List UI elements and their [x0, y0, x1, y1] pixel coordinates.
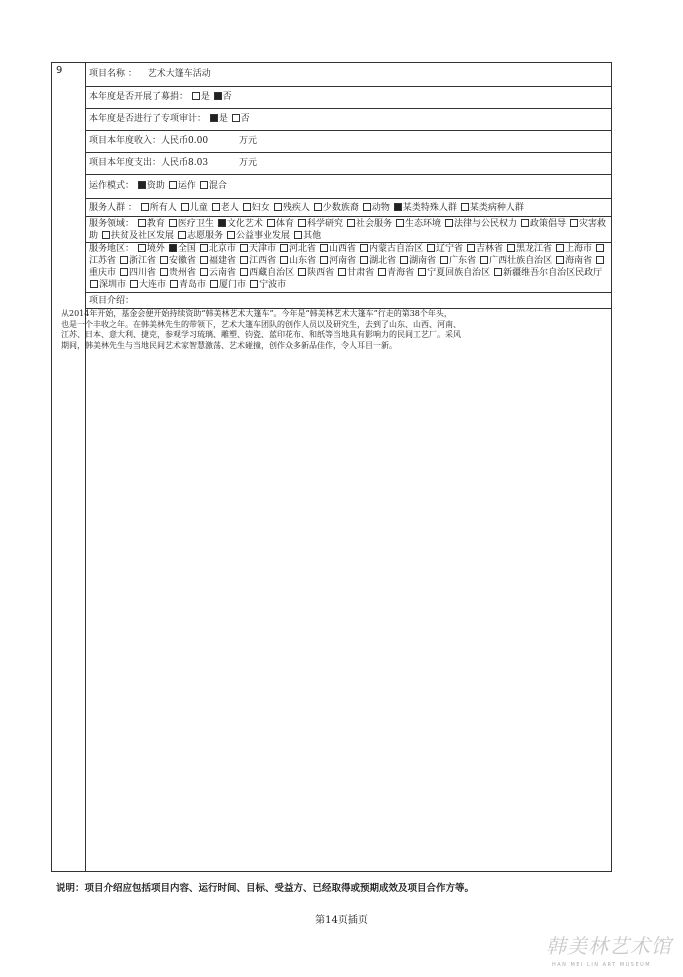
service-field-checkbox[interactable] — [267, 219, 275, 227]
service-region-option-label: 湖北省 — [369, 256, 397, 266]
service-region-checkbox[interactable] — [507, 244, 515, 252]
operation-mode-option-label: 运作 — [177, 181, 196, 191]
audit-label: 本年度是否进行了专项审计： — [89, 114, 207, 124]
service-population-checkbox[interactable] — [212, 203, 220, 211]
service-region-checkbox[interactable] — [596, 256, 604, 264]
service-population-checkbox[interactable] — [181, 203, 189, 211]
service-region-option[interactable] — [159, 268, 196, 278]
service-region-option[interactable] — [337, 268, 374, 278]
service-population-option-label: 某类病种人群 — [469, 203, 524, 213]
service-region-checkbox[interactable] — [556, 244, 564, 252]
service-field-option-label: 志愿服务 — [187, 231, 224, 241]
service-field-option-label: 法律与公民权力 — [454, 219, 518, 229]
service-region-checkbox[interactable] — [130, 280, 138, 288]
footer-note: 说明：项目介绍应包括项目内容、运行时间、目标、受益方、已经取得或预期成效及项目合作方等。 — [56, 883, 475, 894]
service-region-option[interactable] — [359, 256, 396, 266]
service-region-checkbox[interactable] — [120, 268, 128, 276]
service-region-checkbox[interactable] — [360, 244, 368, 252]
service-field-option[interactable] — [293, 231, 321, 241]
service-population-checkbox[interactable] — [394, 203, 402, 211]
service-region-checkbox[interactable] — [280, 256, 288, 264]
service-region-checkbox[interactable] — [200, 256, 208, 264]
project-name-row — [86, 63, 611, 87]
audit-no-checkbox[interactable] — [232, 114, 240, 122]
service-region-option-label: 辽宁省 — [436, 244, 464, 254]
audit-row — [86, 109, 611, 131]
service-region-option-label: 宁波市 — [259, 280, 287, 290]
service-region-option-label: 青岛市 — [179, 280, 207, 290]
service-region-option-label: 海南省 — [565, 256, 593, 266]
service-field-option[interactable] — [297, 219, 343, 229]
service-region-option-label: 内蒙古自治区 — [368, 244, 423, 254]
service-region-checkbox[interactable] — [320, 256, 328, 264]
service-region-checkbox[interactable] — [200, 268, 208, 276]
service-region-checkbox[interactable] — [480, 256, 488, 264]
page-number: 第14页插页 — [315, 915, 368, 926]
fundraising-yes-checkbox[interactable] — [192, 92, 200, 100]
service-field-option-label: 教育 — [146, 219, 165, 229]
service-region-checkbox[interactable] — [169, 244, 177, 252]
income-amount: 0.00 — [188, 136, 209, 146]
service-population-option-label: 所有人 — [149, 203, 177, 213]
service-region-option[interactable] — [169, 280, 206, 290]
operation-mode-options — [137, 181, 230, 191]
service-region-checkbox[interactable] — [250, 280, 258, 288]
expense-unit: 万元 — [238, 158, 257, 168]
operation-mode-checkbox[interactable] — [169, 181, 177, 189]
project-name-label: 项目名称 ： — [89, 69, 137, 79]
service-region-option[interactable] — [493, 268, 602, 278]
service-region-option-label: 河南省 — [329, 256, 357, 266]
service-population-checkbox[interactable] — [274, 203, 282, 211]
service-region-option-label: 吉林省 — [476, 244, 504, 254]
service-field-option-label: 政策倡导 — [530, 219, 567, 229]
service-population-option[interactable] — [273, 203, 310, 213]
service-region-option-label: 境外 — [146, 244, 165, 254]
expense-amount: 8.03 — [188, 158, 209, 168]
service-region-option-label: 重庆市 — [89, 268, 117, 278]
operation-mode-option-label: 资助 — [146, 181, 165, 191]
service-region-checkbox[interactable] — [160, 256, 168, 264]
service-population-checkbox[interactable] — [363, 203, 371, 211]
service-region-option[interactable] — [479, 256, 552, 266]
service-region-checkbox[interactable] — [440, 256, 448, 264]
service-region-option-label: 广西壮族自治区 — [489, 256, 553, 266]
service-region-option-label: 湖南省 — [409, 256, 437, 266]
audit-yes-checkbox[interactable] — [210, 114, 218, 122]
service-region-option-label: 厦门市 — [219, 280, 247, 290]
service-field-checkbox[interactable] — [169, 219, 177, 227]
service-region-option[interactable] — [279, 256, 316, 266]
operation-mode-label: 运作模式： — [89, 181, 135, 191]
service-population-checkbox[interactable] — [461, 203, 469, 211]
service-field-row — [86, 217, 611, 243]
service-region-checkbox[interactable] — [494, 268, 502, 276]
row-number-cell — [52, 63, 86, 871]
intro-label-row — [86, 293, 611, 309]
service-region-option[interactable] — [239, 244, 276, 254]
audit-yes-label: 是 — [218, 114, 228, 124]
service-region-option-label: 河北省 — [288, 244, 316, 254]
service-region-option[interactable] — [159, 256, 196, 266]
museum-watermark — [536, 930, 676, 975]
service-region-checkbox[interactable] — [467, 244, 475, 252]
service-region-option-label: 福建省 — [209, 256, 237, 266]
service-region-option-label: 西藏自治区 — [249, 268, 295, 278]
service-region-checkbox[interactable] — [378, 268, 386, 276]
service-field-options — [89, 219, 606, 241]
service-field-option[interactable] — [101, 231, 174, 241]
service-region-option-label: 陕西省 — [307, 268, 335, 278]
service-field-checkbox[interactable] — [218, 219, 226, 227]
service-region-option[interactable] — [279, 244, 316, 254]
operation-mode-option[interactable] — [137, 181, 165, 191]
service-region-option[interactable] — [377, 268, 414, 278]
service-region-option[interactable] — [319, 244, 356, 254]
service-region-checkbox[interactable] — [170, 280, 178, 288]
operation-mode-checkbox[interactable] — [200, 181, 208, 189]
watermark-subtitle: HAN MEI LIN ART MUSEUM — [552, 962, 652, 968]
service-population-checkbox[interactable] — [243, 203, 251, 211]
service-field-option[interactable] — [217, 219, 263, 229]
service-region-option[interactable] — [359, 244, 423, 254]
service-region-option-label: 新疆维吾尔自治区民政厅 — [503, 268, 603, 278]
service-region-option-label: 四川省 — [129, 268, 157, 278]
service-region-option[interactable] — [168, 244, 196, 254]
service-field-checkbox[interactable] — [138, 219, 146, 227]
service-region-option-label: 云南省 — [209, 268, 237, 278]
service-field-checkbox[interactable] — [102, 231, 110, 239]
service-field-option[interactable] — [137, 219, 165, 229]
service-region-checkbox[interactable] — [240, 244, 248, 252]
service-population-option-label: 儿童 — [189, 203, 208, 213]
fundraising-no-checkbox[interactable] — [214, 92, 222, 100]
service-field-option-label: 体育 — [275, 219, 294, 229]
expense-label: 项目本年度支出：人民币 — [89, 158, 189, 168]
service-field-checkbox[interactable] — [396, 219, 404, 227]
service-region-option[interactable] — [129, 280, 166, 290]
service-field-option[interactable] — [266, 219, 294, 229]
service-region-option-label: 江苏省 — [89, 256, 117, 266]
service-region-option-label: 安徽省 — [169, 256, 197, 266]
service-population-option[interactable] — [393, 203, 457, 213]
service-region-option[interactable] — [555, 256, 592, 266]
service-population-option-label: 残疾人 — [282, 203, 310, 213]
service-region-option-label: 大连市 — [139, 280, 167, 290]
service-population-option[interactable] — [242, 203, 270, 213]
service-population-row — [86, 199, 611, 217]
watermark-logo-text: 韩美林艺术馆 — [546, 934, 672, 958]
service-region-checkbox[interactable] — [400, 256, 408, 264]
operation-mode-option-label: 混合 — [208, 181, 227, 191]
service-field-option[interactable] — [520, 219, 566, 229]
service-region-checkbox[interactable] — [210, 280, 218, 288]
service-field-checkbox[interactable] — [294, 231, 302, 239]
operation-mode-row — [86, 175, 611, 199]
operation-mode-option[interactable] — [199, 181, 227, 191]
service-region-option-label: 天津市 — [248, 244, 276, 254]
intro-line: 期间，韩美林先生与当地民间艺术家智慧激荡、艺术碰撞，创作众多新品佳作，令人耳目一新。 — [61, 340, 397, 350]
intro-line: 也是一个丰收之年。在韩美林先生的带领下，艺术大篷车团队的创作人员以及研究生，去到了山东、山西、河南、 — [61, 319, 461, 329]
service-region-option-label: 宁夏回族自治区 — [427, 268, 491, 278]
service-region-option[interactable] — [89, 280, 126, 290]
service-population-option-label: 少数族裔 — [322, 203, 359, 213]
service-population-option[interactable] — [140, 203, 177, 213]
operation-mode-option[interactable] — [168, 181, 196, 191]
service-region-checkbox[interactable] — [427, 244, 435, 252]
service-region-checkbox[interactable] — [556, 256, 564, 264]
service-field-option[interactable] — [346, 219, 392, 229]
service-region-option[interactable] — [239, 268, 294, 278]
service-region-option-label: 山东省 — [289, 256, 317, 266]
service-region-checkbox[interactable] — [418, 268, 426, 276]
service-region-option[interactable] — [297, 268, 334, 278]
service-region-checkbox[interactable] — [138, 244, 146, 252]
row-number: 9 — [56, 65, 63, 76]
service-field-option-label: 其他 — [303, 231, 322, 241]
service-field-option[interactable] — [177, 231, 223, 241]
service-region-option[interactable] — [137, 244, 165, 254]
service-population-label: 服务人群 ： — [89, 203, 137, 213]
service-population-option[interactable] — [362, 203, 390, 213]
service-region-option[interactable] — [199, 256, 236, 266]
service-region-option[interactable] — [555, 244, 592, 254]
service-region-checkbox[interactable] — [120, 256, 128, 264]
service-region-option[interactable] — [199, 244, 236, 254]
service-region-checkbox[interactable] — [240, 268, 248, 276]
service-region-option-label: 青海省 — [387, 268, 415, 278]
intro-label: 项目介绍： — [89, 296, 135, 306]
service-field-checkbox[interactable] — [298, 219, 306, 227]
service-field-option-label: 文化艺术 — [226, 219, 263, 229]
service-region-option-label: 黑龙江省 — [516, 244, 553, 254]
service-region-option[interactable] — [426, 244, 463, 254]
service-population-option-label: 动物 — [371, 203, 390, 213]
service-region-option[interactable] — [399, 256, 436, 266]
service-field-option[interactable] — [226, 231, 290, 241]
service-region-checkbox[interactable] — [320, 244, 328, 252]
service-region-checkbox[interactable] — [200, 244, 208, 252]
service-field-option-label: 公益事业发展 — [236, 231, 291, 241]
operation-mode-checkbox[interactable] — [138, 181, 146, 189]
fundraising-label: 本年度是否开展了募捐： — [89, 92, 189, 102]
service-region-checkbox[interactable] — [90, 280, 98, 288]
service-region-label: 服务地区： — [89, 244, 135, 254]
income-unit: 万元 — [238, 136, 257, 146]
service-field-option[interactable] — [395, 219, 441, 229]
service-population-option-label: 妇女 — [251, 203, 270, 213]
service-population-option-label: 某类特殊人群 — [402, 203, 457, 213]
service-population-option[interactable] — [211, 203, 239, 213]
audit-no-label: 否 — [240, 114, 250, 124]
service-field-checkbox[interactable] — [347, 219, 355, 227]
service-field-option-label: 医疗卫生 — [177, 219, 214, 229]
intro-line: 江苏、日本、意大利、捷克，参观学习琉璃、雕塑、钧瓷、蓝印花布、和纸等当地具有影响力的民间工艺厂。采风 — [61, 330, 461, 339]
fundraising-row — [86, 87, 611, 109]
service-region-checkbox[interactable] — [160, 268, 168, 276]
expense-row — [86, 153, 611, 175]
service-region-checkbox[interactable] — [280, 244, 288, 252]
service-region-options — [89, 244, 605, 290]
service-region-option-label: 深圳市 — [99, 280, 127, 290]
service-region-option[interactable] — [119, 256, 156, 266]
service-region-option[interactable] — [199, 268, 236, 278]
service-region-option-label: 甘肃省 — [347, 268, 375, 278]
intro-line: 从2014年开始，基金会便开始持续资助“韩美林艺术大篷车”。今年是“韩美林艺术大篷车”行走的第38个年头， — [61, 309, 452, 318]
service-population-option-label: 老人 — [220, 203, 239, 213]
service-population-checkbox[interactable] — [141, 203, 149, 211]
service-region-option[interactable] — [439, 256, 476, 266]
service-population-option[interactable] — [313, 203, 359, 213]
service-population-checkbox[interactable] — [314, 203, 322, 211]
service-field-checkbox[interactable] — [227, 231, 235, 239]
service-region-option[interactable] — [466, 244, 503, 254]
service-region-checkbox[interactable] — [596, 244, 604, 252]
service-field-option-label: 社会服务 — [355, 219, 392, 229]
service-region-checkbox[interactable] — [360, 256, 368, 264]
income-label: 项目本年度收入：人民币 — [89, 136, 189, 146]
service-population-option[interactable] — [460, 203, 524, 213]
service-region-option-label: 上海市 — [565, 244, 593, 254]
service-region-checkbox[interactable] — [298, 268, 306, 276]
service-region-option[interactable] — [249, 280, 286, 290]
service-field-option-label: 灾害救助 — [89, 219, 607, 241]
service-region-option-label: 全国 — [177, 244, 196, 254]
service-region-option[interactable] — [319, 256, 356, 266]
service-region-option[interactable] — [417, 268, 490, 278]
service-field-checkbox[interactable] — [178, 231, 186, 239]
service-region-option[interactable] — [506, 244, 552, 254]
service-field-option-label: 科学研究 — [306, 219, 343, 229]
service-field-checkbox[interactable] — [570, 219, 578, 227]
service-region-option-label: 山西省 — [328, 244, 356, 254]
service-region-option-label: 广东省 — [449, 256, 477, 266]
service-region-checkbox[interactable] — [240, 256, 248, 264]
project-form-table — [51, 62, 612, 872]
service-field-checkbox[interactable] — [445, 219, 453, 227]
service-field-option[interactable] — [168, 219, 214, 229]
service-population-options — [140, 203, 527, 213]
service-region-row — [86, 243, 611, 293]
service-field-label: 服务领域： — [89, 219, 135, 229]
service-field-option[interactable] — [444, 219, 517, 229]
service-region-option-label: 贵州省 — [169, 268, 197, 278]
service-field-option-label: 扶贫及社区发展 — [111, 231, 175, 241]
service-field-option-label: 生态环境 — [404, 219, 441, 229]
service-region-option[interactable] — [239, 256, 276, 266]
fundraising-yes-label: 是 — [200, 92, 210, 102]
income-row — [86, 131, 611, 153]
project-name-value: 艺术大篷车活动 — [147, 69, 211, 79]
service-region-option-label: 江西省 — [249, 256, 277, 266]
service-region-option[interactable] — [119, 268, 156, 278]
service-region-checkbox[interactable] — [338, 268, 346, 276]
fundraising-no-label: 否 — [222, 92, 232, 102]
service-region-option-label: 浙江省 — [129, 256, 157, 266]
service-field-checkbox[interactable] — [521, 219, 529, 227]
service-region-option-label: 北京市 — [208, 244, 236, 254]
intro-text — [61, 309, 561, 351]
service-region-option[interactable] — [209, 280, 246, 290]
service-population-option[interactable] — [180, 203, 208, 213]
